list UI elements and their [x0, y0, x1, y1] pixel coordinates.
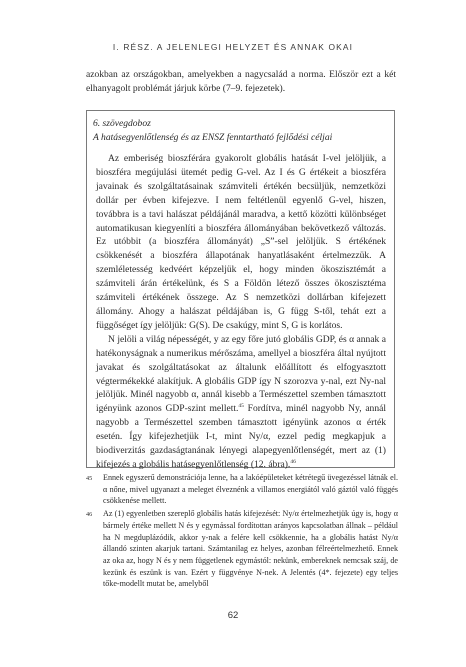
box-paragraph-2: [96, 333, 386, 472]
footnote-45: [86, 472, 398, 507]
intro-paragraph: [86, 68, 396, 97]
footnote-number: 45: [86, 475, 93, 482]
box-paragraph-2-text: N jelöli a világ népességét, y az egy főre jutó globális GDP, és α annak a hatékonyságnak a numerikus mérőszáma, amellyel a bioszféra által nyújtott javakat és szolgáltatásokat az általunk előállított és elfogyasztott végtermékekké alakítjuk. A globális GDP így N szorozva y-nal, ezt Ny-nal jelöljük. Minél nagyobb α, annál kisebb a Természettel szemben támasztott igényünk azonos GDP-szint mellett.: [96, 333, 386, 415]
footnote-number: 46: [86, 511, 93, 519]
text-box-title: A hatásegyenlőtlenség és az ENSZ fenntartható fejlődési céljai: [93, 131, 333, 143]
box-paragraph-1: Az emberiség bioszférára gyakorolt globális hatását I-vel jelöljük, a bioszféra megújulási ütemét pedig G-vel. Az I és G értékeit a bioszféra javainak és szolgáltatásainak számviteli értékén becsüljük, nemzetközi dollár per évben kifejezve. I nem feltétlenül egyenlő G-vel, hiszen, továbbra is a tavi halászat példájánál maradva, a kettő közötti különbséget automatikusan kiegyenlíti a bioszféra állományában bekövetkező változás. Ez utóbbit (a bioszféra állományát) „S”-sel jelöljük. S értékének csökkenését a bioszféra állapotának hanyatlásaként értelmezzük. A szemléletesség kedvéért képzeljük el, hogy minden ökoszisztémát a számviteli árán értékelünk, és S a Földön létező összes ökoszisztéma számviteli értékének összege. Az S nemzetközi dollárban kifejezett állomány. Ahogy a halászat példájában is, G függ S-től, tehát ezt a függőséget így jelöljük: G(S). De csakúgy, mint S, G is korlátos.: [96, 153, 386, 331]
intro-text: azokban az országokban, amelyekben a nagycsalád a norma. Először ezt a két elhanyagolt problémát járjuk körbe (7–9. fejezetek).: [86, 69, 396, 95]
text-box-label: 6. szövegdoboz: [93, 118, 151, 129]
footnote-text: Ennek egyszerű demonstrációja lenne, ha a lakóépületeket kétrétegű üvegezéssel látnák el. α nőne, mivel ugyanazt a meleget élveznénk a villamos energiától való gáztól való függés csökkenése mellett.: [103, 473, 398, 506]
footnote-ref-46[interactable]: 46: [290, 458, 296, 465]
text-box: [86, 110, 395, 468]
box-paragraph-2-continued: Fordítva, minél nagyobb Ny, annál nagyobb a Természettel szemben támasztott igényünk azonos α érték esetén. Így kifejezhetjük I-t, mint Ny/α, ezzel pedig megkapjuk a biodiverzitás gazdaságtanának lényegi alapegyenlőtlenségét, mert az (1) kifejezés a globális hatásegyenlőtlenség (12. ábra).: [96, 403, 386, 470]
text-box-body: [96, 152, 386, 472]
footnotes: [86, 472, 398, 591]
footnote-text: Az (1) egyenletben szereplő globális hatás kifejezését: Ny/α értelmezhetjük úgy is, hogy α bármely értéke mellett N és y egymással fordítottan arányos kapcsolatban állnak – például ha N megduplázódik, akkor y-nak a felére kell csökkennie, ha a globális hatást Ny/α állandó szinten akarjuk tartani. Számtanilag ez helyes, azonban félreértelmezhető. Ennek az oka az, hogy N és y nem függetlenek egymástól: nekünk, embereknek nemcsak száj, de kezünk és eszünk is van. Ezért y függvénye N-nek. A Jelentés (4*. fejezete) egy teljes tőke-modellt mutat be, amelyből: [103, 509, 398, 589]
footnote-46: [86, 508, 398, 590]
running-header: I. RÉSZ. A JELENLEGI HELYZET ÉS ANNAK OKAI: [112, 42, 354, 52]
footnote-ref-45[interactable]: 45: [238, 403, 244, 410]
page-number: 62: [227, 610, 239, 621]
text-box-heading: [93, 117, 389, 144]
